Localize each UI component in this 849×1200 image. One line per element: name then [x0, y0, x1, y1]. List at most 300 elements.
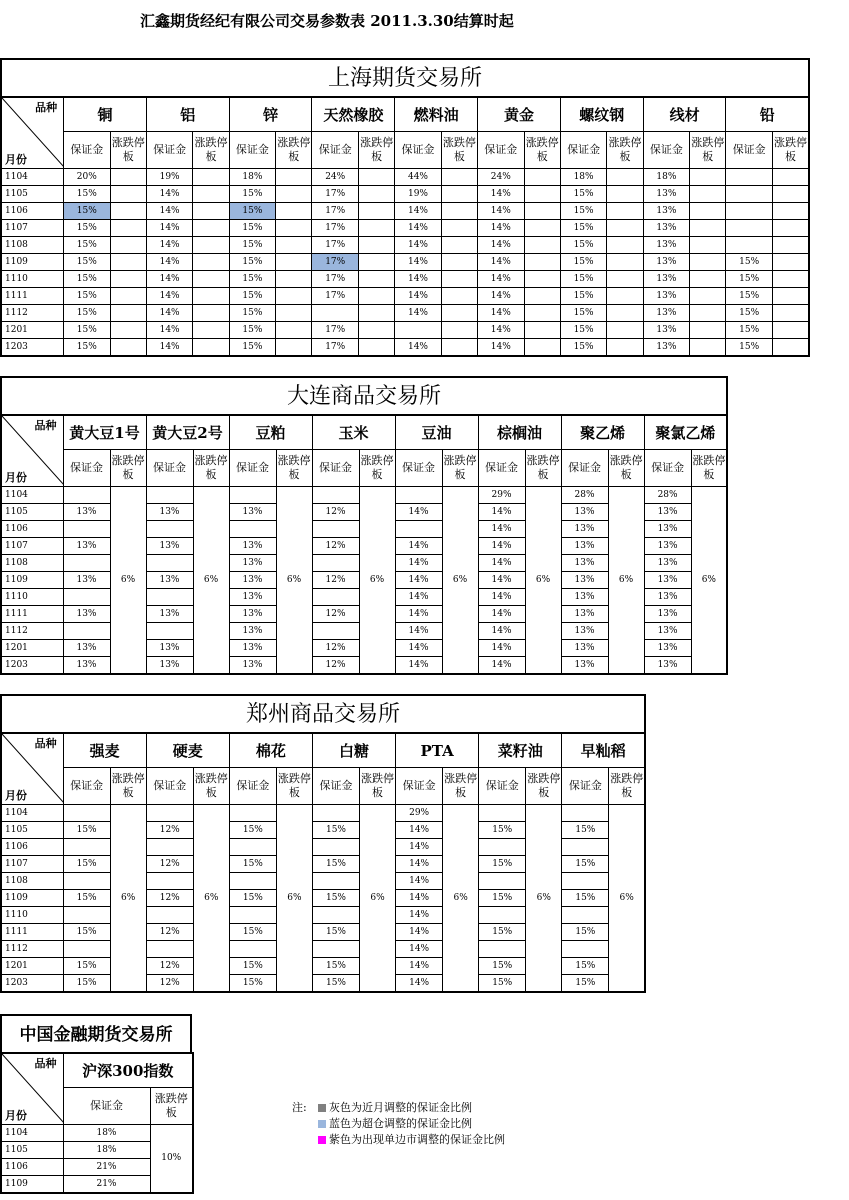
- corner-cell: [1, 97, 64, 169]
- month-cell: 1112: [1, 623, 63, 640]
- margin-cell: [63, 805, 110, 822]
- limit-cell: 6%: [110, 487, 146, 675]
- margin-cell: [562, 839, 609, 856]
- month-cell: 1110: [1, 907, 63, 924]
- margin-cell: 17%: [312, 254, 358, 271]
- month-cell: 1108: [1, 555, 63, 572]
- exchange-title: 上海期货交易所: [0, 58, 810, 96]
- margin-cell: 12%: [312, 640, 359, 657]
- table-row: [1, 186, 809, 203]
- limit-cell: 6%: [193, 487, 229, 675]
- margin-header: 保证金: [478, 132, 524, 169]
- limit-cell: [690, 305, 726, 322]
- limit-cell: [772, 288, 809, 305]
- limit-cell: [690, 237, 726, 254]
- month-cell: 1111: [1, 606, 63, 623]
- limit-cell: [358, 288, 394, 305]
- limit-cell: [607, 288, 643, 305]
- product-name: 锌: [229, 97, 312, 132]
- margin-cell: [479, 873, 526, 890]
- margin-cell: 14%: [146, 254, 192, 271]
- month-cell: 1108: [1, 873, 63, 890]
- margin-cell: 15%: [64, 339, 110, 357]
- limit-cell: [110, 169, 146, 186]
- margin-cell: 15%: [63, 958, 110, 975]
- margin-cell: [63, 555, 110, 572]
- margin-cell: 14%: [478, 288, 524, 305]
- margin-cell: [146, 555, 193, 572]
- limit-cell: [607, 186, 643, 203]
- margin-cell: 15%: [229, 339, 275, 357]
- limit-cell: [276, 288, 312, 305]
- limit-header: 涨跌停板: [193, 768, 229, 805]
- month-cell: 1105: [1, 186, 64, 203]
- limit-cell: [690, 186, 726, 203]
- margin-cell: 15%: [64, 220, 110, 237]
- month-cell: 1106: [1, 521, 63, 538]
- corner-month-label: 月份: [5, 789, 27, 802]
- margin-cell: 15%: [312, 890, 359, 907]
- limit-header: 涨跌停板: [609, 768, 645, 805]
- margin-cell: 14%: [478, 237, 524, 254]
- margin-cell: 14%: [395, 288, 441, 305]
- margin-cell: 29%: [396, 805, 443, 822]
- margin-cell: 15%: [479, 924, 526, 941]
- margin-cell: 14%: [395, 305, 441, 322]
- product-header-row: [1, 97, 809, 132]
- cffex-section: [0, 1014, 192, 1194]
- margin-cell: 15%: [560, 220, 606, 237]
- limit-cell: [690, 271, 726, 288]
- table-row: [1, 805, 645, 822]
- margin-cell: 15%: [560, 254, 606, 271]
- margin-cell: 15%: [726, 271, 772, 288]
- margin-cell: 12%: [146, 975, 193, 993]
- margin-cell: [312, 589, 359, 606]
- margin-cell: 13%: [644, 521, 691, 538]
- margin-cell: [229, 907, 276, 924]
- limit-cell: [110, 322, 146, 339]
- margin-header: 保证金: [478, 450, 525, 487]
- limit-cell: [607, 339, 643, 357]
- product-name: 菜籽油: [479, 733, 562, 768]
- corner-cell: [1, 415, 63, 487]
- margin-cell: [562, 941, 609, 958]
- margin-cell: 14%: [396, 839, 443, 856]
- margin-cell: 13%: [561, 640, 608, 657]
- legend-swatch: [318, 1136, 326, 1144]
- product-name: 黄金: [478, 97, 561, 132]
- limit-cell: [772, 237, 809, 254]
- product-name: 铅: [726, 97, 809, 132]
- limit-cell: [607, 322, 643, 339]
- table-row: [1, 487, 727, 504]
- margin-cell: 15%: [229, 254, 275, 271]
- margin-cell: [63, 907, 110, 924]
- limit-cell: [772, 254, 809, 271]
- margin-cell: 13%: [229, 589, 276, 606]
- limit-cell: [193, 305, 229, 322]
- margin-cell: [726, 203, 772, 220]
- margin-cell: 15%: [312, 856, 359, 873]
- limit-header: 涨跌停板: [526, 768, 562, 805]
- corner-month-label: 月份: [5, 1109, 27, 1122]
- margin-cell: 15%: [229, 856, 276, 873]
- limit-cell: [276, 203, 312, 220]
- margin-cell: 15%: [63, 924, 110, 941]
- product-header-row: [1, 733, 645, 768]
- month-cell: 1107: [1, 220, 64, 237]
- limit-cell: [193, 322, 229, 339]
- limit-cell: 6%: [359, 487, 395, 675]
- margin-cell: 15%: [560, 322, 606, 339]
- limit-header: 涨跌停板: [608, 450, 644, 487]
- margin-cell: [63, 487, 110, 504]
- limit-cell: [607, 169, 643, 186]
- limit-cell: [441, 237, 477, 254]
- product-name: PTA: [396, 733, 479, 768]
- limit-header: 涨跌停板: [193, 132, 229, 169]
- limit-cell: [110, 305, 146, 322]
- margin-cell: 15%: [229, 271, 275, 288]
- limit-header: 涨跌停板: [193, 450, 229, 487]
- margin-cell: 18%: [63, 1125, 150, 1142]
- margin-cell: 29%: [478, 487, 525, 504]
- margin-cell: 13%: [229, 572, 276, 589]
- margin-cell: 15%: [312, 975, 359, 993]
- limit-cell: 6%: [691, 487, 727, 675]
- margin-cell: 15%: [726, 305, 772, 322]
- limit-cell: [276, 237, 312, 254]
- product-name: 螺纹钢: [560, 97, 643, 132]
- legend-swatch: [318, 1104, 326, 1112]
- margin-cell: 13%: [643, 203, 689, 220]
- margin-cell: [726, 237, 772, 254]
- product-header-row: [1, 1053, 193, 1088]
- margin-header: 保证金: [229, 768, 276, 805]
- month-cell: 1112: [1, 941, 63, 958]
- margin-cell: 13%: [643, 220, 689, 237]
- corner-cell: [1, 1053, 63, 1125]
- margin-cell: 15%: [64, 305, 110, 322]
- margin-cell: 13%: [561, 606, 608, 623]
- limit-cell: [276, 254, 312, 271]
- page-title: 汇鑫期货经纪有限公司交易参数表 2011.3.30结算时起: [140, 12, 514, 30]
- month-cell: 1105: [1, 504, 63, 521]
- margin-header: 保证金: [312, 132, 358, 169]
- margin-cell: [479, 907, 526, 924]
- margin-cell: 14%: [146, 271, 192, 288]
- margin-cell: 13%: [146, 538, 193, 555]
- margin-cell: 13%: [229, 640, 276, 657]
- margin-cell: 13%: [643, 322, 689, 339]
- margin-cell: 15%: [479, 822, 526, 839]
- margin-cell: 14%: [478, 305, 524, 322]
- table-row: [1, 271, 809, 288]
- margin-cell: 14%: [478, 555, 525, 572]
- margin-cell: 14%: [478, 186, 524, 203]
- month-cell: 1109: [1, 1176, 63, 1194]
- margin-cell: [146, 487, 193, 504]
- product-name: 玉米: [312, 415, 395, 450]
- month-cell: 1201: [1, 958, 63, 975]
- month-cell: 1107: [1, 538, 63, 555]
- margin-cell: 15%: [229, 322, 275, 339]
- product-name: 铜: [64, 97, 147, 132]
- margin-cell: 19%: [395, 186, 441, 203]
- margin-cell: 12%: [146, 958, 193, 975]
- margin-cell: 14%: [478, 538, 525, 555]
- margin-cell: [479, 805, 526, 822]
- margin-cell: [479, 941, 526, 958]
- limit-cell: [276, 169, 312, 186]
- margin-cell: 13%: [63, 657, 110, 675]
- margin-cell: [312, 623, 359, 640]
- table-row: [1, 288, 809, 305]
- exchange-title: 郑州商品交易所: [0, 694, 646, 732]
- month-cell: 1201: [1, 640, 63, 657]
- limit-cell: [110, 288, 146, 305]
- limit-cell: [358, 169, 394, 186]
- limit-header: 涨跌停板: [276, 132, 312, 169]
- margin-cell: 14%: [478, 271, 524, 288]
- table-row: [1, 305, 809, 322]
- limit-cell: 6%: [525, 487, 561, 675]
- margin-cell: 13%: [229, 555, 276, 572]
- limit-cell: [193, 220, 229, 237]
- corner-cell: [1, 733, 63, 805]
- limit-header: 涨跌停板: [443, 768, 479, 805]
- margin-cell: 15%: [63, 856, 110, 873]
- limit-cell: [358, 220, 394, 237]
- product-name: 强麦: [63, 733, 146, 768]
- limit-cell: [772, 339, 809, 357]
- margin-cell: 17%: [312, 237, 358, 254]
- limit-cell: [276, 271, 312, 288]
- margin-cell: 14%: [396, 890, 443, 907]
- product-name: 聚氯乙烯: [644, 415, 727, 450]
- margin-cell: 15%: [312, 822, 359, 839]
- limit-cell: [193, 203, 229, 220]
- margin-cell: [726, 220, 772, 237]
- legend-item: [292, 1116, 505, 1132]
- margin-cell: 14%: [395, 203, 441, 220]
- margin-cell: 14%: [395, 339, 441, 357]
- margin-cell: 14%: [478, 640, 525, 657]
- margin-cell: 14%: [478, 504, 525, 521]
- legend-text: 灰色为近月调整的保证金比例: [329, 1101, 472, 1114]
- limit-cell: [690, 220, 726, 237]
- product-name: 天然橡胶: [312, 97, 395, 132]
- margin-cell: 15%: [229, 924, 276, 941]
- margin-cell: 15%: [562, 822, 609, 839]
- limit-cell: [110, 186, 146, 203]
- limit-cell: [441, 186, 477, 203]
- limit-cell: [358, 271, 394, 288]
- product-header-row: [1, 415, 727, 450]
- margin-cell: 14%: [146, 220, 192, 237]
- limit-cell: [607, 203, 643, 220]
- margin-cell: 12%: [312, 606, 359, 623]
- product-name: 豆油: [395, 415, 478, 450]
- margin-header: 保证金: [312, 450, 359, 487]
- margin-cell: 13%: [146, 640, 193, 657]
- margin-header: 保证金: [395, 132, 441, 169]
- margin-cell: [229, 805, 276, 822]
- margin-cell: 17%: [312, 203, 358, 220]
- limit-header: 涨跌停板: [276, 768, 312, 805]
- margin-header: 保证金: [63, 450, 110, 487]
- margin-header: 保证金: [146, 450, 193, 487]
- corner-month-label: 月份: [5, 153, 27, 166]
- margin-cell: 14%: [396, 975, 443, 993]
- month-cell: 1112: [1, 305, 64, 322]
- margin-cell: 15%: [229, 890, 276, 907]
- exchange-title: 大连商品交易所: [0, 376, 728, 414]
- month-cell: 1104: [1, 169, 64, 186]
- margin-cell: 14%: [395, 589, 442, 606]
- margin-cell: 14%: [478, 203, 524, 220]
- margin-cell: 14%: [478, 657, 525, 675]
- margin-cell: 13%: [643, 237, 689, 254]
- margin-cell: [146, 589, 193, 606]
- margin-cell: 14%: [395, 237, 441, 254]
- month-cell: 1107: [1, 856, 63, 873]
- margin-cell: 13%: [63, 640, 110, 657]
- limit-cell: [607, 254, 643, 271]
- margin-cell: 13%: [229, 504, 276, 521]
- limit-cell: [524, 169, 560, 186]
- margin-cell: [312, 805, 359, 822]
- margin-cell: [146, 623, 193, 640]
- margin-cell: 14%: [396, 941, 443, 958]
- limit-cell: [193, 254, 229, 271]
- margin-cell: [312, 305, 358, 322]
- product-name: 铝: [146, 97, 229, 132]
- margin-cell: 15%: [560, 271, 606, 288]
- margin-cell: 15%: [229, 288, 275, 305]
- month-cell: 1203: [1, 657, 63, 675]
- month-cell: 1106: [1, 203, 64, 220]
- margin-cell: 13%: [146, 606, 193, 623]
- margin-header: 保证金: [146, 132, 192, 169]
- shfe-table: [0, 96, 810, 357]
- margin-cell: [146, 805, 193, 822]
- limit-header: 涨跌停板: [691, 450, 727, 487]
- margin-cell: 17%: [312, 288, 358, 305]
- limit-cell: [193, 288, 229, 305]
- product-name: 燃料油: [395, 97, 478, 132]
- limit-cell: [441, 169, 477, 186]
- margin-header: 保证金: [64, 132, 110, 169]
- limit-cell: [690, 288, 726, 305]
- limit-cell: 6%: [110, 805, 146, 993]
- margin-cell: [63, 521, 110, 538]
- margin-cell: [726, 186, 772, 203]
- margin-cell: 13%: [63, 504, 110, 521]
- margin-header: 保证金: [726, 132, 772, 169]
- margin-cell: 12%: [312, 504, 359, 521]
- limit-cell: [690, 322, 726, 339]
- margin-cell: 15%: [560, 305, 606, 322]
- margin-cell: 12%: [146, 822, 193, 839]
- table-row: [1, 254, 809, 271]
- month-cell: 1203: [1, 339, 64, 357]
- margin-cell: [562, 805, 609, 822]
- limit-cell: [441, 288, 477, 305]
- margin-cell: 14%: [146, 288, 192, 305]
- margin-cell: [63, 941, 110, 958]
- limit-cell: 6%: [193, 805, 229, 993]
- margin-header: 保证金: [396, 768, 443, 805]
- margin-cell: 13%: [643, 305, 689, 322]
- margin-cell: 14%: [478, 623, 525, 640]
- product-name: 黄大豆1号: [63, 415, 146, 450]
- margin-cell: 13%: [644, 555, 691, 572]
- margin-cell: 15%: [229, 203, 275, 220]
- margin-cell: 13%: [146, 657, 193, 675]
- limit-cell: [690, 339, 726, 357]
- limit-cell: 6%: [608, 487, 644, 675]
- limit-cell: 10%: [150, 1125, 193, 1194]
- margin-cell: 14%: [395, 623, 442, 640]
- limit-cell: [524, 186, 560, 203]
- margin-cell: 15%: [726, 254, 772, 271]
- product-name: 棉花: [229, 733, 312, 768]
- margin-cell: 13%: [643, 254, 689, 271]
- limit-cell: [110, 271, 146, 288]
- margin-cell: 12%: [146, 924, 193, 941]
- margin-cell: [63, 839, 110, 856]
- margin-cell: 15%: [726, 322, 772, 339]
- limit-header: 涨跌停板: [690, 132, 726, 169]
- margin-cell: 14%: [478, 322, 524, 339]
- limit-cell: [110, 220, 146, 237]
- margin-cell: 13%: [561, 504, 608, 521]
- margin-cell: 15%: [64, 288, 110, 305]
- margin-header: 保证金: [560, 132, 606, 169]
- limit-cell: 6%: [442, 487, 478, 675]
- margin-cell: 14%: [146, 186, 192, 203]
- margin-cell: 13%: [146, 572, 193, 589]
- table-row: [1, 322, 809, 339]
- subheader-row: [1, 132, 809, 169]
- legend: [292, 1100, 505, 1148]
- margin-cell: 15%: [560, 237, 606, 254]
- margin-cell: 44%: [395, 169, 441, 186]
- margin-cell: 15%: [562, 958, 609, 975]
- margin-cell: 13%: [644, 657, 691, 675]
- margin-cell: 13%: [229, 538, 276, 555]
- limit-cell: [276, 220, 312, 237]
- margin-cell: 14%: [146, 322, 192, 339]
- margin-cell: 15%: [479, 958, 526, 975]
- limit-cell: 6%: [276, 805, 312, 993]
- margin-cell: 14%: [395, 504, 442, 521]
- legend-text: 蓝色为超仓调整的保证金比例: [329, 1117, 472, 1130]
- shfe-section: [0, 58, 810, 357]
- margin-cell: [146, 873, 193, 890]
- margin-cell: [229, 487, 276, 504]
- margin-cell: 13%: [561, 538, 608, 555]
- margin-cell: 14%: [396, 907, 443, 924]
- margin-cell: 14%: [395, 640, 442, 657]
- margin-cell: 15%: [229, 220, 275, 237]
- legend-text: 紫色为出现单边市调整的保证金比例: [329, 1133, 505, 1146]
- margin-cell: 12%: [312, 657, 359, 675]
- margin-cell: 13%: [644, 538, 691, 555]
- table-row: [1, 203, 809, 220]
